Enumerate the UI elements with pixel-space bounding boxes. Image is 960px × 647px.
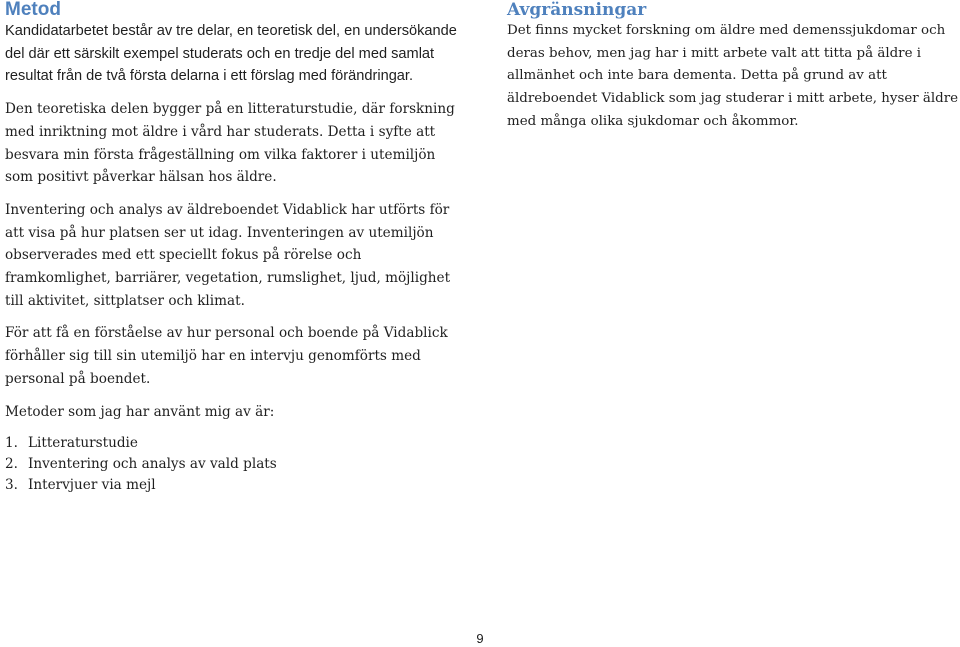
delimitations-column — [507, 0, 959, 134]
method-paragraph-theory: Den teoretiska delen bygger på en litteraturstudie, där forskning med inriktning mot äldre i vård har studerats. Detta i syfte att besvara min första frågeställning om vilka faktorer i utemiljön som positivt påverkar hälsan hos äldre. — [5, 101, 455, 186]
delimitations-paragraph: Det finns mycket forskning om äldre med demenssjukdomar och deras behov, men jag har i mitt arbete valt att titta på äldre i allmänhet och inte bara dementa. Detta på grund av att äldreboendet Vidablick som jag studerar i mitt arbete, hyser äldre med många olika sjukdomar och åkommor. — [507, 23, 959, 129]
page-number: 9 — [476, 631, 484, 646]
method-paragraph-inventory: Inventering och analys av äldreboendet Vidablick har utförts för att visa på hur platsen ser ut idag. Inventeringen av utemiljön observerades med ett speciellt fokus på rörelse och framkomlighet, barriärer, vegetation, rumslighet, ljud, möjlighet till aktivitet, sittplatser och klimat. — [5, 201, 451, 309]
methods-list — [5, 433, 467, 496]
list-item — [5, 433, 467, 454]
method-paragraph-intro: Kandidatarbetet består av tre delar, en teoretisk del, en undersökande del där ett särskilt exempel studerats och en tredje del med samlat resultat från de två första delarna i ett förslag med förändringar. — [5, 23, 457, 85]
list-item — [5, 475, 467, 496]
delimitations-heading: Avgränsningar — [507, 0, 647, 20]
list-item — [5, 454, 467, 475]
list-item-label: Inventering och analys av vald plats — [28, 456, 277, 473]
method-heading: Metod — [5, 0, 61, 20]
method-paragraph-interview: För att få en förståelse av hur personal och boende på Vidablick förhåller sig till sin utemiljö har en intervju genomförts med personal på boendet. — [5, 325, 448, 387]
list-item-number: 2. — [5, 456, 18, 473]
method-paragraph-list-intro: Metoder som jag har använt mig av är: — [5, 403, 275, 420]
list-item-label: Litteraturstudie — [28, 435, 138, 452]
list-item-number: 3. — [5, 477, 18, 494]
list-item-number: 1. — [5, 435, 18, 452]
list-item-label: Intervjuer via mejl — [28, 477, 156, 494]
method-column — [5, 0, 467, 496]
